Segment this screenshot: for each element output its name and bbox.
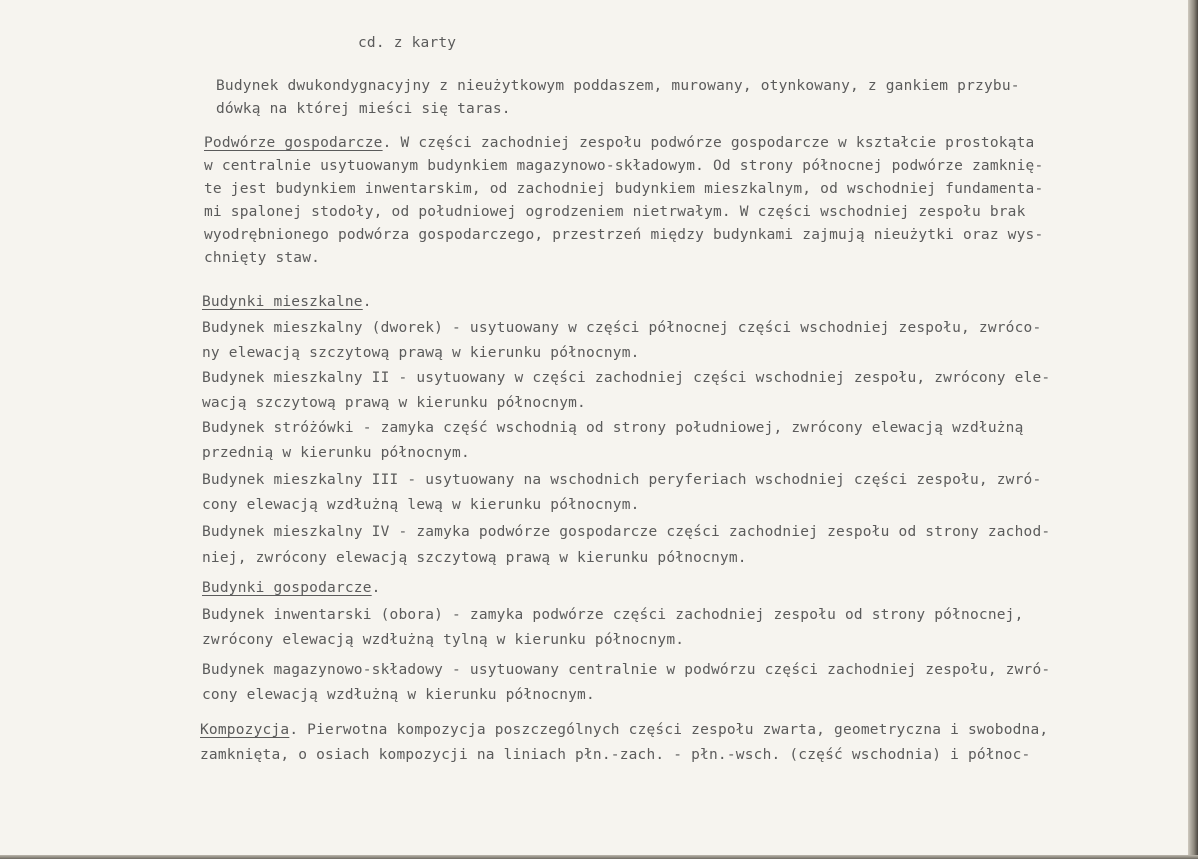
heading-period: .	[362, 294, 372, 310]
section-heading-yard: Podwórze gospodarcze	[204, 135, 383, 151]
section-residential-line: ny elewacją szczytową prawą w kierunku północnym.	[202, 345, 640, 361]
section-yard-first-line	[204, 133, 1034, 153]
section-yard-line: chnięty staw.	[204, 250, 321, 266]
section-residential-line: Budynek mieszkalny III - usytuowany na wschodnich peryferiach wschodniej części zespołu, zwró-	[202, 472, 1042, 488]
section-yard-first-line-text: . W części zachodniej zespołu podwórze gospodarcze w kształcie prostokąta	[382, 135, 1035, 151]
section-composition-first-line	[200, 720, 1048, 740]
section-yard-line: mi spalonej stodoły, od południowej ogrodzeniem nietrwałym. W części wschodniej zespołu brak	[204, 204, 1026, 220]
section-residential-heading-line	[202, 292, 372, 312]
section-farm-line: Budynek magazynowo-składowy - usytuowany centralnie w podwórzu części zachodniej zespołu, zwró-	[202, 662, 1051, 678]
section-farm-line: Budynek inwentarski (obora) - zamyka podwórze części zachodniej zespołu od strony północnej,	[202, 607, 1024, 623]
section-heading-composition: Kompozycja	[200, 722, 290, 738]
section-heading-farm: Budynki gospodarcze	[202, 580, 372, 596]
section-yard-line: wyodrębnionego podwórza gospodarczego, przestrzeń między budynkami zajmują nieużytki oraz wys-	[204, 227, 1044, 243]
page-edge-shadow-bottom	[0, 855, 1198, 859]
section-farm-line: cony elewacją wzdłużną w kierunku północnym.	[202, 687, 595, 703]
intro-line-2: dówką na której mieści się taras.	[216, 101, 511, 117]
header-continuation: cd. z karty	[358, 35, 457, 51]
section-residential-line: Budynek stróżówki - zamyka część wschodnią od strony południowej, zwrócony elewacją wzdłużną	[202, 420, 1024, 436]
section-residential-line: wacją szczytową prawą w kierunku północnym.	[202, 395, 586, 411]
page-edge-shadow-right	[1188, 0, 1198, 859]
section-composition-line: zamknięta, o osiach kompozycji na liniach płn.-zach. - płn.-wsch. (część wschodnia) i północ-	[200, 747, 1031, 763]
section-residential-line: cony elewacją wzdłużną lewą w kierunku północnym.	[202, 497, 640, 513]
section-heading-residential: Budynki mieszkalne	[202, 294, 363, 310]
heading-period: .	[371, 580, 381, 596]
section-residential-line: Budynek mieszkalny (dworek) - usytuowany w części północnej części wschodniej zespołu, zwróco-	[202, 320, 1042, 336]
section-yard-line: te jest budynkiem inwentarskim, od zachodniej budynkiem mieszkalnym, od wschodniej fundamenta-	[204, 181, 1044, 197]
section-yard-line: w centralnie usytuowanym budynkiem magazynowo-składowym. Od strony północnej podwórze zamknię-	[204, 158, 1044, 174]
section-composition-first-line-text: . Pierwotna kompozycja poszczególnych części zespołu zwarta, geometryczna i swobodna,	[289, 722, 1049, 738]
section-residential-line: przednią w kierunku północnym.	[202, 445, 470, 461]
section-farm-line: zwrócony elewacją wzdłużną tylną w kierunku północnym.	[202, 632, 685, 648]
section-farm-heading-line	[202, 578, 381, 598]
intro-line-1: Budynek dwukondygnacyjny z nieużytkowym poddaszem, murowany, otynkowany, z gankiem przybu-	[216, 78, 1020, 94]
section-residential-line: niej, zwrócony elewacją szczytową prawą w kierunku północnym.	[202, 550, 747, 566]
section-residential-line: Budynek mieszkalny IV - zamyka podwórze gospodarcze części zachodniej zespołu od strony zachod-	[202, 524, 1051, 540]
section-residential-line: Budynek mieszkalny II - usytuowany w części zachodniej części wschodniej zespołu, zwrócony ele-	[202, 370, 1051, 386]
